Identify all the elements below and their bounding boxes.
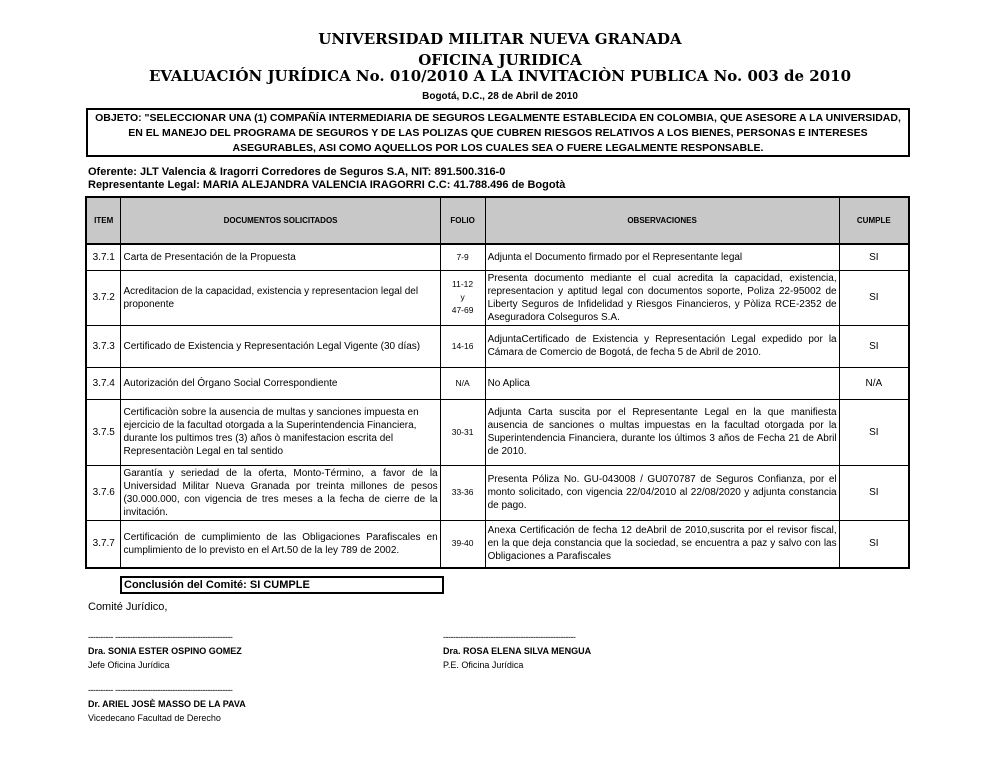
item-cell: 3.7.7 (86, 520, 121, 568)
table-header-row (86, 197, 909, 244)
header-folio: FOLIO (440, 197, 485, 244)
table-row (86, 465, 909, 520)
table-row (86, 399, 909, 465)
table-row (86, 270, 909, 325)
item-cell: 3.7.2 (86, 270, 121, 325)
table-row (86, 244, 909, 270)
table-row (86, 520, 909, 568)
table-row (86, 367, 909, 399)
cumple-cell: SI (839, 244, 909, 270)
cumple-cell: SI (839, 325, 909, 367)
evaluation-table (85, 196, 910, 569)
folio-cell: 33-36 (440, 465, 485, 520)
cumple-cell: SI (839, 520, 909, 568)
folio-cell: 39-40 (440, 520, 485, 568)
obs-cell: Presenta documento mediante el cual acredita la capacidad, existencia, representacion y aptitud legal con documentos soporte, Poliza 22-95002 de Liberty Seguros de Infidelidad y Riesgos Financieros, y Pòliza RCE-2352 de Aseguradora Colseguros S.A. (485, 270, 839, 325)
item-cell: 3.7.4 (86, 367, 121, 399)
obs-cell: No Aplica (485, 367, 839, 399)
signer-name: Dr. ARIEL JOSÈ MASSO DE LA PAVA (88, 699, 246, 709)
doc-cell: Certificaciòn sobre la ausencia de multas y sanciones impuesta en ejercicio de la facultad otorgada a la Superintendencia Financiera, durante los pultimos tres (3) años ò manifestacion escrita del Representaciòn Legal en tal sentido (121, 399, 440, 465)
folio-cell: 30-31 (440, 399, 485, 465)
obs-cell: Presenta Póliza No. GU-043008 / GU070787 de Seguros Confianza, por el monto solicitado, con vigencia 22/04/2010 al 22/08/2020 y adjunta constancia de pago. (485, 465, 839, 520)
doc-cell: Autorización del Órgano Social Correspondiente (121, 367, 440, 399)
item-cell: 3.7.3 (86, 325, 121, 367)
office-title: OFICINA JURIDICA (418, 51, 582, 69)
cumple-cell: SI (839, 270, 909, 325)
cumple-cell: N/A (839, 367, 909, 399)
signer-name: Dra. ROSA ELENA SILVA MENGUA (443, 646, 592, 656)
obs-cell: Adjunta el Documento firmado por el Representante legal (485, 244, 839, 270)
university-title: UNIVERSIDAD MILITAR NUEVA GRANADA (318, 30, 682, 48)
header-docs: DOCUMENTOS SOLICITADOS (121, 197, 440, 244)
signature-block-3 (88, 683, 246, 725)
folio-cell: 14-16 (440, 325, 485, 367)
item-cell: 3.7.1 (86, 244, 121, 270)
signature-line: ---------- ----------------------------------------------- (88, 632, 233, 642)
item-cell: 3.7.6 (86, 465, 121, 520)
header-obs: OBSERVACIONES (485, 197, 839, 244)
doc-cell: Certificado de Existencia y Representación Legal Vigente (30 días) (121, 325, 440, 367)
signer-role: P.E. Oficina Jurídica (443, 660, 524, 670)
doc-cell: Acreditacion de la capacidad, existencia y representacion legal del proponente (121, 270, 440, 325)
table-row (86, 325, 909, 367)
obs-cell: AdjuntaCertificado de Existencia y Representación Legal expedido por la Cámara de Comercio de Bogotá, de fecha 5 de Abril de 2010. (485, 325, 839, 367)
header-item: ITEM (86, 197, 121, 244)
oferente-block (88, 166, 565, 192)
objeto-box: OBJETO: "SELECCIONAR UNA (1) COMPAÑÍA INTERMEDIARIA DE SEGUROS LEGALMENTE ESTABLECIDA EN COLOMBIA, QUE ASESORE A LA UNIVERSIDAD, EN EL MANEJO DEL PROGRAMA DE SEGUROS Y DE LAS POLIZAS QUE CUBREN RIESGOS RELATIVOS A LOS BIENES, PERSONAS E INTERESES ASEGURABLES, ASI COMO AQUELLOS POR LOS CUALES SEA O FUERE LEGALMENTE RESPONSABLE. (86, 108, 910, 157)
evaluation-title: EVALUACIÓN JURÍDICA No. 010/2010 A LA INVITACIÒN PUBLICA No. 003 de 2010 (148, 67, 852, 85)
doc-cell: Garantía y seriedad de la oferta, Monto-Término, a favor de la Universidad Militar Nueva Granada por treinta millones de pesos (30.000.000, con vigencia de tres meses a la fecha de cierre de la invitación. (121, 465, 440, 520)
item-cell: 3.7.5 (86, 399, 121, 465)
doc-cell: Carta de Presentación de la Propuesta (121, 244, 440, 270)
representante-line: Representante Legal: MARIA ALEJANDRA VALENCIA IRAGORRI C.C: 41.788.496 de Bogotà (88, 179, 566, 191)
doc-cell: Certificación de cumplimiento de las Obligaciones Parafiscales en cumplimiento de lo previsto en el Art.50 de la ley 789 de 2002. (121, 520, 440, 568)
cumple-cell: SI (839, 399, 909, 465)
signer-role: Jefe Oficina Jurídica (88, 660, 170, 670)
cumple-cell: SI (839, 465, 909, 520)
folio-cell: 7-9 (440, 244, 485, 270)
folio-cell: N/A (440, 367, 485, 399)
header-cumple: CUMPLE (839, 197, 909, 244)
signer-role: Vicedecano Facultad de Derecho (88, 713, 221, 723)
signature-line: ---------- ----------------------------------------------- (88, 685, 233, 695)
committee-label: Comité Jurídico, (88, 601, 168, 613)
signature-block-1 (88, 630, 242, 672)
document-date: Bogotá, D.C., 28 de Abril de 2010 (422, 91, 578, 102)
committee-conclusion: Conclusión del Comité: SI CUMPLE (120, 576, 444, 594)
signature-line: ----------------------------------------------------- (443, 632, 576, 642)
signer-name: Dra. SONIA ESTER OSPINO GOMEZ (88, 646, 242, 656)
signature-block-2 (443, 630, 591, 672)
obs-cell: Anexa Certificación de fecha 12 deAbril de 2010,suscrita por el revisor fiscal, en la que deja constancia que la sociedad, se encuentra a paz y salvo con las Obligaciones a Parafiscales (485, 520, 839, 568)
obs-cell: Adjunta Carta suscita por el Representante Legal en la que manifiesta ausencia de sanciones o multas impuestas en la facultad otorgada por la Superintendencia Financiera, durante los últimos 3 años de Fecha 21 de Abril de 2010. (485, 399, 839, 465)
folio-cell: 11-12 y 47-69 (440, 270, 485, 325)
oferente-line: Oferente: JLT Valencia & Iragorri Corredores de Seguros S.A, NIT: 891.500.316-0 (88, 166, 506, 178)
